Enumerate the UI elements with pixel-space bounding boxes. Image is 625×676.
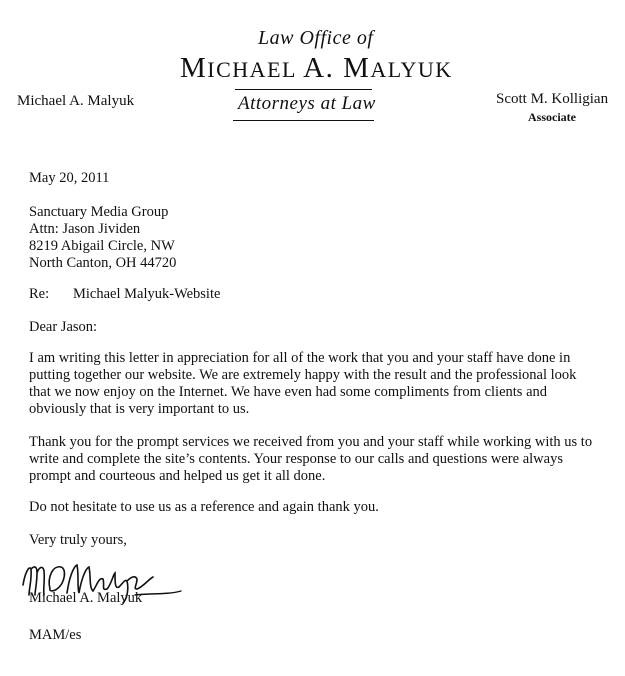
typist-initials: MAM/es (29, 627, 82, 643)
firm-name-smallcaps: ALYUK (370, 57, 453, 82)
firm-name-smallcaps: ICHAEL (207, 57, 304, 82)
partner-name-right: Scott M. Kolligian (496, 91, 609, 107)
paragraph-line: Thank you for the prompt services we received from you and your staff while working with us to (29, 434, 593, 450)
recipient-line: Sanctuary Media Group (29, 204, 169, 220)
paragraph-line: write and complete the site’s contents. Your response to our calls and questions were always (29, 451, 563, 467)
letterhead-top-rule (235, 89, 372, 90)
partner-title-right: Associate (528, 110, 576, 124)
letterhead-law-office-of: Law Office of (258, 27, 374, 49)
recipient-line: North Canton, OH 44720 (29, 255, 177, 271)
paragraph-line: prompt and courteous and helped us get it all done. (29, 468, 326, 484)
paragraph-1 (29, 350, 576, 418)
paragraph-line: that we now enjoy on the Internet. We have even had some compliments from clients and (29, 384, 547, 400)
signature-name: Michael A. Malyuk (29, 590, 143, 606)
partner-name-left: Michael A. Malyuk (17, 93, 135, 109)
paragraph-2 (29, 434, 592, 485)
letterhead-tagline: Attorneys at Law (238, 93, 376, 114)
letterhead-firm-name (180, 52, 453, 85)
re-label: Re: (29, 286, 50, 302)
recipient-line: Attn: Jason Jividen (29, 221, 141, 237)
recipient-block (29, 204, 176, 272)
paragraph-line: I am writing this letter in appreciation for all of the work that you and your staff have done in (29, 350, 571, 366)
paragraph-line: obviously that is very important to us. (29, 401, 250, 417)
closing: Very truly yours, (29, 532, 127, 548)
salutation: Dear Jason: (29, 319, 98, 335)
recipient-line: 8219 Abigail Circle, NW (29, 238, 175, 254)
letterhead-bottom-rule (233, 120, 374, 121)
paragraph-line: putting together our website. We are extremely happy with the result and the professional look (29, 367, 577, 383)
firm-name-initial: M (180, 52, 208, 84)
re-subject: Michael Malyuk-Website (73, 286, 221, 302)
firm-name-initial: A. M (303, 52, 371, 84)
paragraph-3: Do not hesitate to use us as a reference and again thank you. (29, 499, 379, 515)
letter-date: May 20, 2011 (29, 170, 110, 186)
